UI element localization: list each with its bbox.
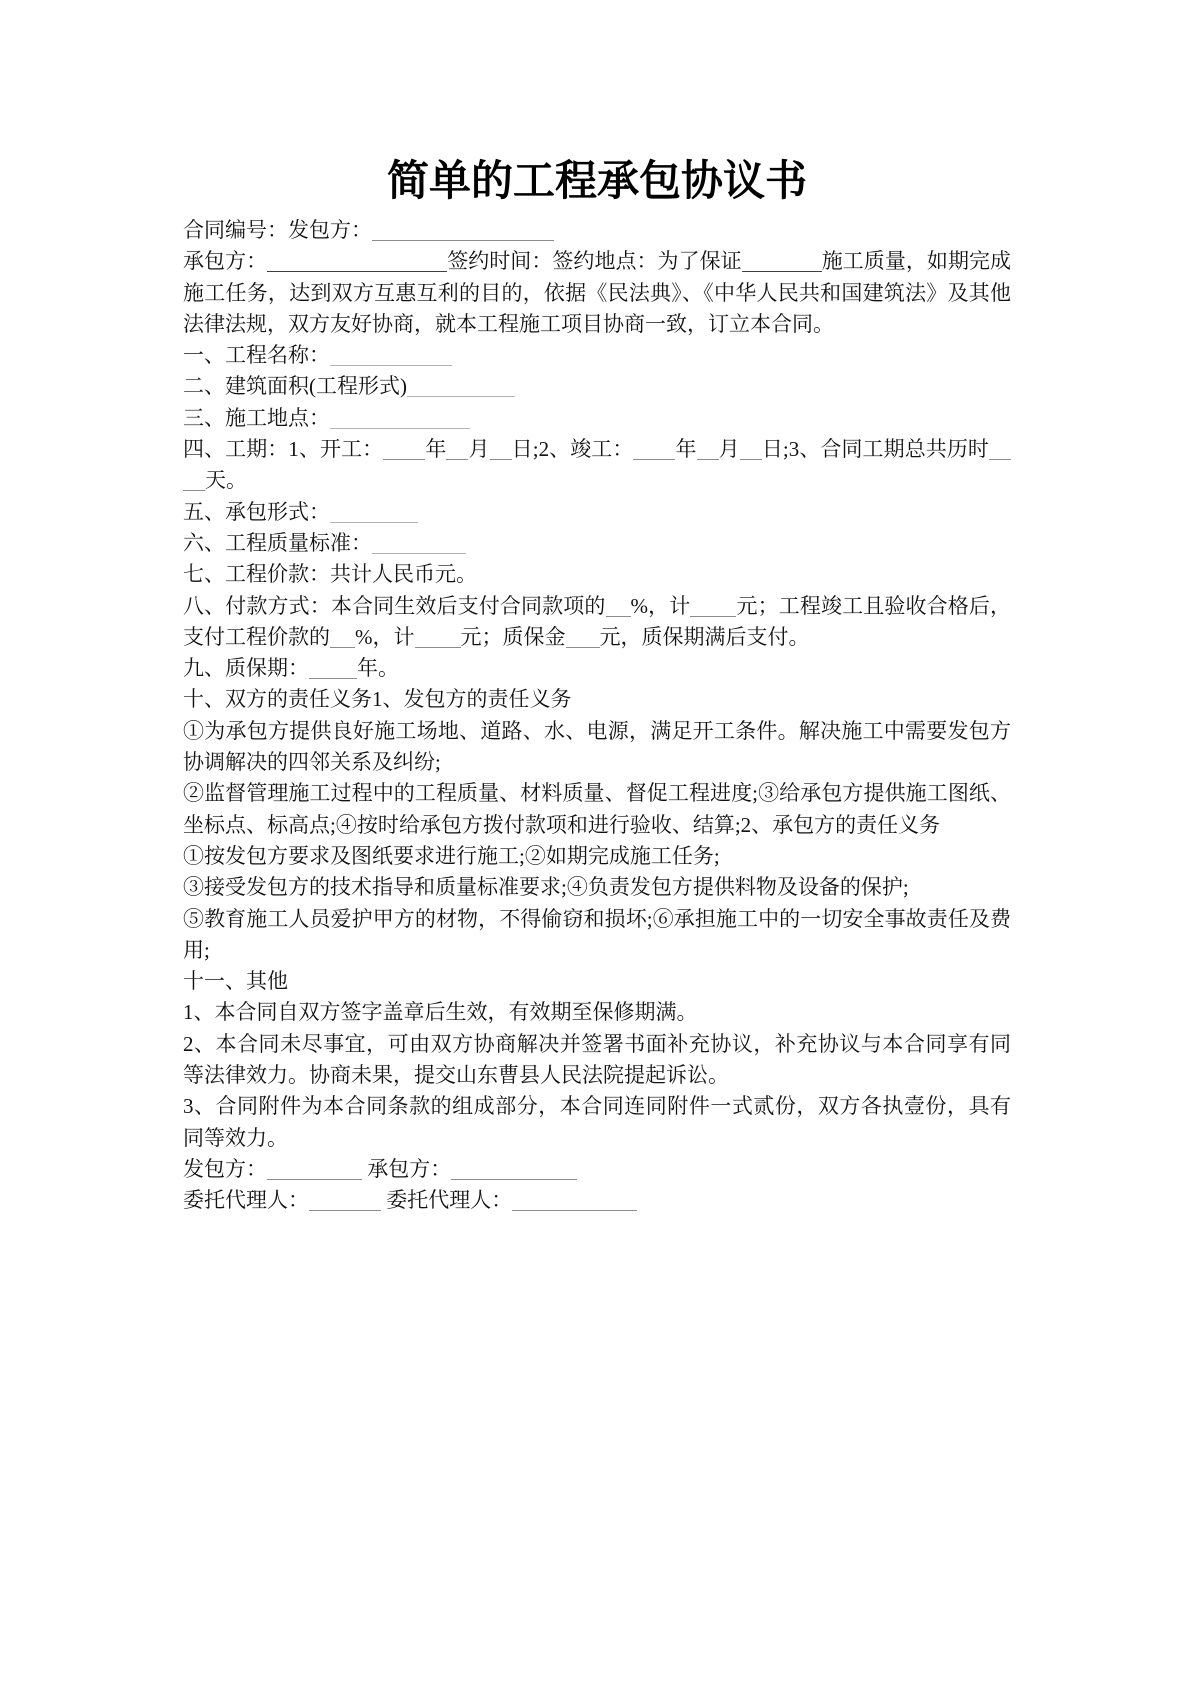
document-body xyxy=(183,156,1011,1217)
fill-in-blank-underline xyxy=(407,376,515,397)
contract-paragraph: 十一、其他 xyxy=(183,969,288,994)
fill-in-blank-underline xyxy=(383,439,425,460)
fill-in-blank-underline xyxy=(740,439,762,460)
fill-in-blank-underline xyxy=(512,1190,637,1211)
fill-in-blank-underline xyxy=(309,658,357,679)
fill-in-blank-underline xyxy=(690,596,736,617)
fill-in-blank-underline xyxy=(267,1159,362,1180)
fill-in-blank-underline xyxy=(267,251,447,272)
contract-paragraph: 三、施工地点： xyxy=(183,403,1011,434)
contract-paragraph: 1、本合同自双方签字盖章后生效，有效期至保修期满。 xyxy=(183,1000,698,1025)
fill-in-blank-underline xyxy=(415,627,461,648)
fill-in-blank-underline xyxy=(372,533,466,554)
fill-in-blank-underline xyxy=(490,439,512,460)
fill-in-blank-underline xyxy=(566,627,600,648)
fill-in-blank-underline xyxy=(330,502,418,523)
contract-paragraph: 发包方： 承包方： xyxy=(183,1154,1011,1185)
fill-in-blank-underline xyxy=(330,345,452,366)
fill-in-blank-underline xyxy=(633,439,675,460)
contract-paragraph: 五、承包形式： xyxy=(183,497,1011,528)
fill-in-blank-underline xyxy=(742,251,822,272)
fill-in-blank-underline xyxy=(697,439,719,460)
contract-paragraph: 四、工期：1、开工： 年 月 日;2、竣工： 年 月 日;3、合同工期总共历时天。 xyxy=(183,434,1011,497)
contract-paragraph: 承包方： 签约时间：签约地点：为了保证 施工质量，如期完成施工任务，达到双方互惠互利的目的，依据《民法典》、《中华人民共和国建筑法》及其他法律法规，双方友好协商，就本工程施工项目协商一致，订立本合同。 xyxy=(183,249,1012,336)
contract-paragraph: 七、工程价款：共计人民币元。 xyxy=(183,562,477,587)
contract-paragraph: ⑤教育施工人员爱护甲方的材物，不得偷窃和损坏;⑥承担施工中的一切安全事故责任及费用; xyxy=(183,906,1011,962)
contract-paragraph: 委托代理人： 委托代理人： xyxy=(183,1185,1011,1216)
contract-paragraph: 3、合同附件为本合同条款的组成部分，本合同连同附件一式贰份，双方各执壹份，具有同等效力。 xyxy=(183,1094,1011,1150)
contract-paragraph: 六、工程质量标准： xyxy=(183,528,1011,559)
contract-paragraph: ②监督管理施工过程中的工程质量、材料质量、督促工程进度;③给承包方提供施工图纸、坐标点、标高点;④按时给承包方拨付款项和进行验收、结算;2、承包方的责任义务 xyxy=(183,781,1011,837)
fill-in-blank-underline xyxy=(451,1159,577,1180)
contract-paragraph: 十、双方的责任义务1、发包方的责任义务 xyxy=(183,687,572,712)
fill-in-blank-underline xyxy=(989,439,1011,460)
contract-paragraph: 二、建筑面积(工程形式) xyxy=(183,371,1011,402)
fill-in-blank-underline xyxy=(330,408,470,429)
fill-in-blank-underline xyxy=(372,220,554,241)
document-title: 简单的工程承包协议书 xyxy=(386,159,807,205)
contract-paragraph: ①为承包方提供良好施工场地、道路、水、电源，满足开工条件。解决施工中需要发包方协调解决的四邻关系及纠纷; xyxy=(183,718,1011,775)
fill-in-blank-underline xyxy=(183,470,205,491)
contract-paragraph: 八、付款方式：本合同生效后支付合同款项的 %，计 元；工程竣工且验收合格后，支付工程价款的 %，计 元；质保金 元，质保期满后支付。 xyxy=(183,593,1011,649)
contract-paragraph: 一、工程名称： xyxy=(183,340,1011,371)
contract-paragraph: ①按发包方要求及图纸要求进行施工;②如期完成施工任务; xyxy=(183,843,720,868)
contract-paragraph: 九、质保期： 年。 xyxy=(183,656,399,681)
fill-in-blank-underline xyxy=(606,596,631,617)
fill-in-blank-underline xyxy=(330,627,355,648)
fill-in-blank-underline xyxy=(309,1190,381,1211)
contract-paragraphs xyxy=(183,215,1011,1217)
contract-paragraph: 合同编号：发包方： xyxy=(183,215,1011,246)
contract-paragraph: 2、本合同未尽事宜，可由双方协商解决并签署书面补充协议，补充协议与本合同享有同等法律效力。协商未果，提交山东曹县人民法院提起诉讼。 xyxy=(183,1031,1011,1088)
fill-in-blank-underline xyxy=(446,439,468,460)
contract-paragraph: ③接受发包方的技术指导和质量标准要求;④负责发包方提供料物及设备的保护; xyxy=(183,875,909,900)
